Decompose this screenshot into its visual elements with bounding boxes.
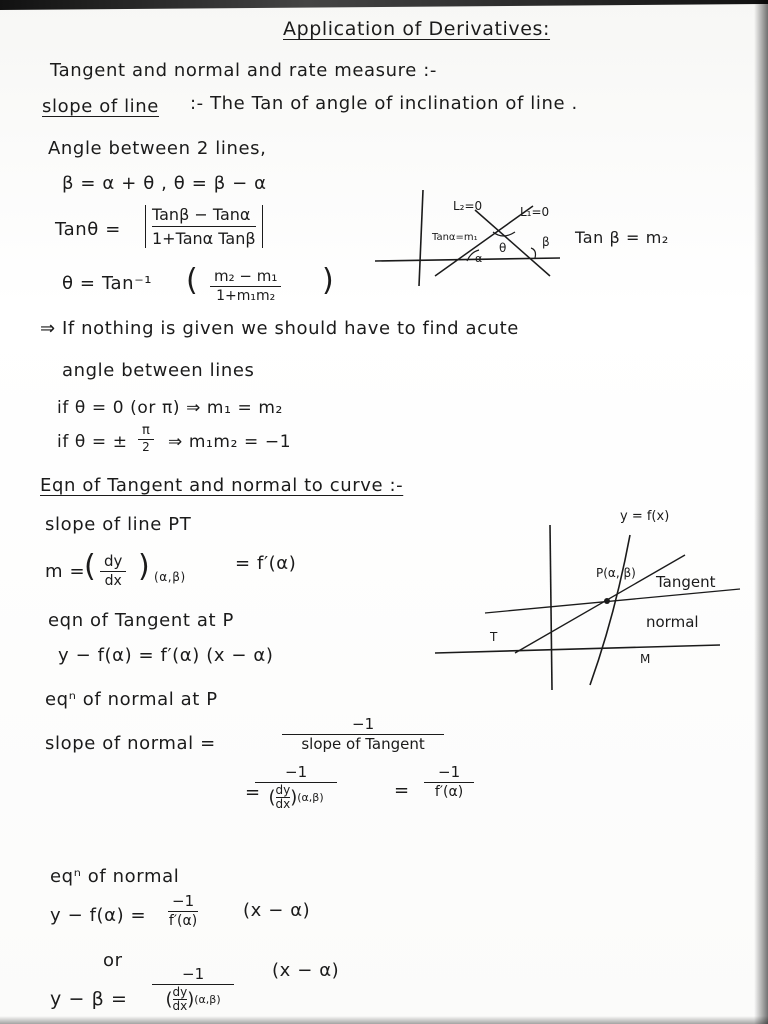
point-label: P(α, β) bbox=[596, 566, 636, 580]
tangent-normal-diagram bbox=[430, 505, 750, 695]
normal-eq2-paren-close: ) bbox=[187, 989, 195, 1010]
eqn-tangent-label: eqn of Tangent at P bbox=[48, 610, 234, 631]
normal-eq2-numerator: −1 bbox=[152, 966, 234, 985]
intro-line: Tangent and normal and rate measure :- bbox=[50, 60, 437, 81]
tan-beta-label: Tan β = m₂ bbox=[575, 228, 669, 247]
point-p bbox=[604, 598, 610, 604]
step2-numerator: −1 bbox=[424, 764, 474, 783]
step2-fraction bbox=[424, 764, 474, 801]
acute-angle-note: ⇒ If nothing is given we should have to find acute bbox=[40, 318, 519, 339]
tan-theta-denominator: 1+Tanα Tanβ bbox=[152, 229, 256, 248]
normal-eq2-dy: dy bbox=[172, 985, 188, 999]
dy: dy bbox=[100, 553, 126, 572]
tan-theta-lhs: Tanθ = bbox=[55, 219, 121, 240]
step-dx: dx bbox=[275, 797, 291, 811]
normal-eq2-dx: dx bbox=[172, 999, 188, 1013]
theta-numerator: m₂ − m₁ bbox=[210, 268, 281, 287]
step-dy: dy bbox=[275, 783, 291, 797]
theta-denominator: 1+m₁m₂ bbox=[216, 288, 276, 304]
normal-eq2-subscript: (α,β) bbox=[194, 993, 221, 1006]
normal-eq-rhs: (x − α) bbox=[243, 900, 311, 921]
beta-label: β bbox=[542, 235, 550, 249]
step-fraction bbox=[255, 764, 337, 811]
step-equals-2: = bbox=[394, 780, 410, 801]
page-right-shadow bbox=[754, 0, 768, 1024]
theta-fraction bbox=[210, 268, 281, 305]
normal-eq2-dy-dx bbox=[173, 986, 188, 1013]
step-dy-dx bbox=[276, 784, 291, 811]
perpendicular-condition-lhs: if θ = ± bbox=[57, 432, 128, 452]
x-axis-line bbox=[435, 645, 720, 653]
slope-normal-fraction bbox=[282, 716, 444, 753]
step2-denominator: f′(α) bbox=[434, 784, 464, 800]
normal-eq2-rhs: (x − α) bbox=[272, 960, 340, 981]
slope-normal-numerator: −1 bbox=[282, 716, 444, 735]
m-subscript: (α,β) bbox=[154, 570, 186, 584]
tan-theta-numerator: Tanβ − Tanα bbox=[152, 205, 256, 227]
slope-normal-denominator: slope of Tangent bbox=[301, 735, 425, 753]
pi-denominator: 2 bbox=[142, 440, 150, 454]
normal-eq2-lhs: y − β = bbox=[50, 988, 128, 1010]
tangent-label: Tangent bbox=[656, 573, 716, 591]
normal-eq-numerator: −1 bbox=[168, 893, 198, 912]
angle-relation: β = α + θ , θ = β − α bbox=[62, 173, 267, 194]
parallel-condition: if θ = 0 (or π) ⇒ m₁ = m₂ bbox=[57, 398, 283, 418]
normal-eq2-paren-open: ( bbox=[165, 989, 173, 1010]
step-equals: = bbox=[245, 782, 261, 803]
step-paren-open: ( bbox=[268, 787, 276, 808]
step-subscript: (α,β) bbox=[297, 791, 324, 804]
or-label: or bbox=[103, 950, 123, 971]
acute-angle-note-2: angle between lines bbox=[62, 360, 255, 381]
theta-label: θ bbox=[499, 241, 507, 255]
dx: dx bbox=[104, 573, 122, 589]
normal-label: normal bbox=[646, 613, 699, 631]
alpha-label: α bbox=[475, 252, 483, 265]
dy-dx-fraction bbox=[100, 553, 126, 590]
slope-normal-lhs: slope of normal = bbox=[45, 733, 216, 754]
pi-numerator: π bbox=[138, 424, 154, 440]
normal-eq-fraction bbox=[168, 893, 198, 930]
y-axis-line bbox=[419, 190, 423, 286]
step-numerator: −1 bbox=[255, 764, 337, 783]
theta-lhs: θ = Tan⁻¹ bbox=[62, 273, 153, 294]
normal-eq-denominator: f′(α) bbox=[168, 913, 198, 929]
theta-paren-open: ( bbox=[186, 263, 198, 298]
normal-eq2-fraction bbox=[152, 966, 234, 1013]
angle-heading: Angle between 2 lines, bbox=[48, 138, 267, 159]
tan-alpha-label: Tanα=m₁ bbox=[432, 232, 478, 243]
page-top-shadow bbox=[0, 0, 768, 10]
pi-over-two bbox=[138, 424, 154, 454]
slope-pt: slope of line PT bbox=[45, 514, 192, 535]
curve-heading: Eqn of Tangent and normal to curve :- bbox=[40, 475, 404, 496]
m-rhs: = f′(α) bbox=[235, 553, 297, 574]
m-lhs: m = bbox=[45, 561, 86, 582]
t-label: T bbox=[490, 630, 498, 644]
normal-eq2-denominator bbox=[165, 985, 220, 1013]
theta-paren-close: ) bbox=[322, 263, 334, 298]
step-paren-close: ) bbox=[290, 787, 298, 808]
curve-path bbox=[590, 535, 630, 685]
page-bottom-shadow bbox=[0, 1016, 768, 1024]
slope-label: slope of line bbox=[42, 96, 159, 117]
tan-theta-abs-fraction bbox=[145, 205, 263, 248]
m-paren-open: ( bbox=[84, 549, 96, 584]
m-paren-close: ) bbox=[138, 549, 150, 584]
m-label: M bbox=[640, 652, 651, 666]
tangent-equation: y − f(α) = f′(α) (x − α) bbox=[58, 645, 274, 666]
curve-label: y = f(x) bbox=[620, 509, 670, 524]
two-lines-diagram bbox=[375, 188, 565, 288]
eqn-normal-at: eqⁿ of normal at P bbox=[45, 689, 218, 710]
beta-arc bbox=[531, 248, 536, 258]
l1-label: L₁=0 bbox=[520, 205, 550, 219]
l2-label: L₂=0 bbox=[453, 199, 483, 213]
normal-eq-lhs: y − f(α) = bbox=[50, 905, 147, 926]
slope-definition: :- The Tan of angle of inclination of line . bbox=[190, 93, 578, 114]
page-title: Application of Derivatives: bbox=[283, 18, 551, 40]
perpendicular-condition-rhs: ⇒ m₁m₂ = −1 bbox=[168, 432, 292, 452]
step-denominator bbox=[268, 783, 323, 811]
eqn-normal-heading: eqⁿ of normal bbox=[50, 866, 180, 887]
